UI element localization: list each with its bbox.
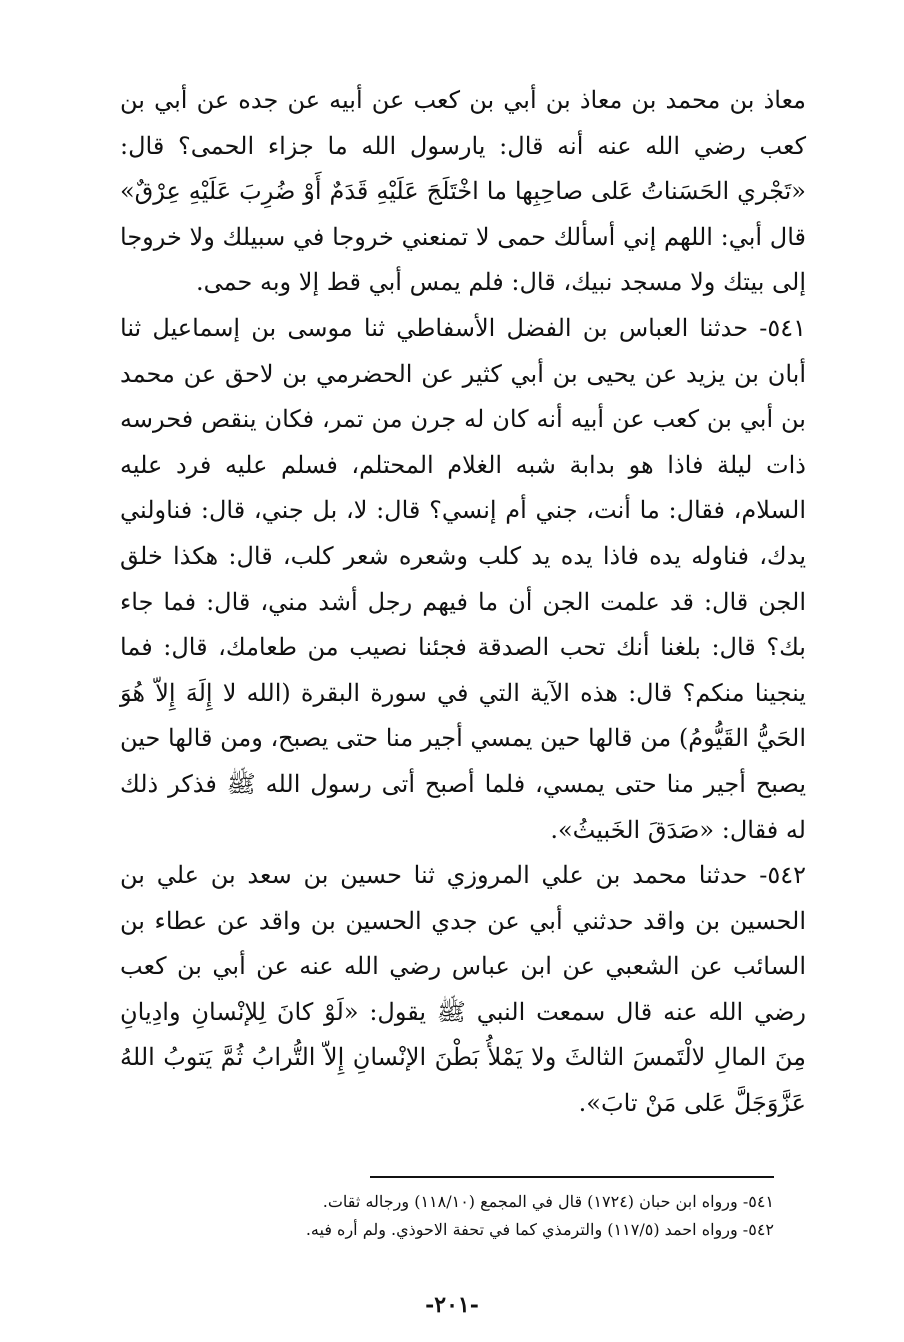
hadith-542: ٥٤٢- حدثنا محمد بن علي المروزي ثنا حسين بن سعد بن علي بن الحسين بن واقد حدثني أبي عن جدي الحسين بن واقد عن عطاء بن السائب عن الشعبي عن ابن عباس رضي الله عنه عن أبي بن كعب رضي الله عنه قال سمعت النبي ﷺ يقول: «لَوْ كانَ لِلإنْسانِ وادِيانِ مِنَ المالِ لالْتَمسَ الثالثَ ولا يَمْلأُ بَطْنَ الإنْسانِ إِلاّ التُّرابُ ثُمَّ يَتوبُ اللهُ عَزَّوَجَلَّ عَلى مَنْ تابَ». [120,861,806,1118]
hadith-541: ٥٤١- حدثنا العباس بن الفضل الأسفاطي ثنا موسى بن إسماعيل ثنا أبان بن يزيد عن يحيى بن أبي كثير عن الحضرمي بن لاحق عن محمد بن أبي بن كعب عن أبيه أنه كان له جرن من تمر، فكان ينقص فحرسه ذات ليلة فاذا هو بدابة شبه الغلام المحتلم، فسلم عليه فرد عليه السلام، فقال: ما أنت، جني أم إنسي؟ قال: لا، بل جني، قال: فناولني يدك، فناوله يده فاذا يده يد كلب وشعره شعر كلب، قال: هكذا خلق الجن قال: قد علمت الجن أن ما فيهم رجل أشد مني، قال: فما جاء بك؟ قال: بلغنا أنك تحب الصدقة فجئنا نصيب من طعامك، قال: فما ينجينا منكم؟ قال: هذه الآية التي في سورة البقرة (الله لا إِلَهَ إِلاّ هُوَ الحَيُّ القَيُّومُ) من قالها حين يمسي أجير منا حتى يصبح، ومن قالها حين يصبح أجير منا حتى يمسي، فلما أصبح أتى رسول الله ﷺ فذكر ذلك له فقال: «صَدَقَ الخَبيثُ». [120,313,807,844]
footnotes [200,1188,774,1244]
main-text [120,78,806,1127]
continuation-paragraph: معاذ بن محمد بن معاذ بن أبي بن كعب عن أبيه عن جده عن أبي بن كعب رضي الله عنه أنه قال: يارسول الله ما جزاء الحمى؟ قال: «تَجْري الحَسَناتُ عَلى صاحِبِها ما اخْتَلَجَ عَلَيْهِ قَدَمٌ أَوْ ضُرِبَ عَلَيْهِ عِرْقٌ» قال أبي: اللهم إني أسألك حمى لا تمنعني خروجا في سبيلك ولا خروجا إلى بيتك ولا مسجد نبيك، قال: فلم يمس أبي قط إلا وبه حمى. [120,86,806,297]
footnote-542: ٥٤٢- ورواه احمد (١١٧/٥) والترمذي كما في تحفة الاحوذي. ولم أره فيه. [305,1220,774,1239]
footnote-divider [370,1176,774,1178]
footnote-541: ٥٤١- ورواه ابن حبان (١٧٢٤) قال في المجمع (١١٨/١٠) ورجاله ثقات. [322,1192,774,1211]
page-number: -٢٠١- [425,1292,479,1318]
